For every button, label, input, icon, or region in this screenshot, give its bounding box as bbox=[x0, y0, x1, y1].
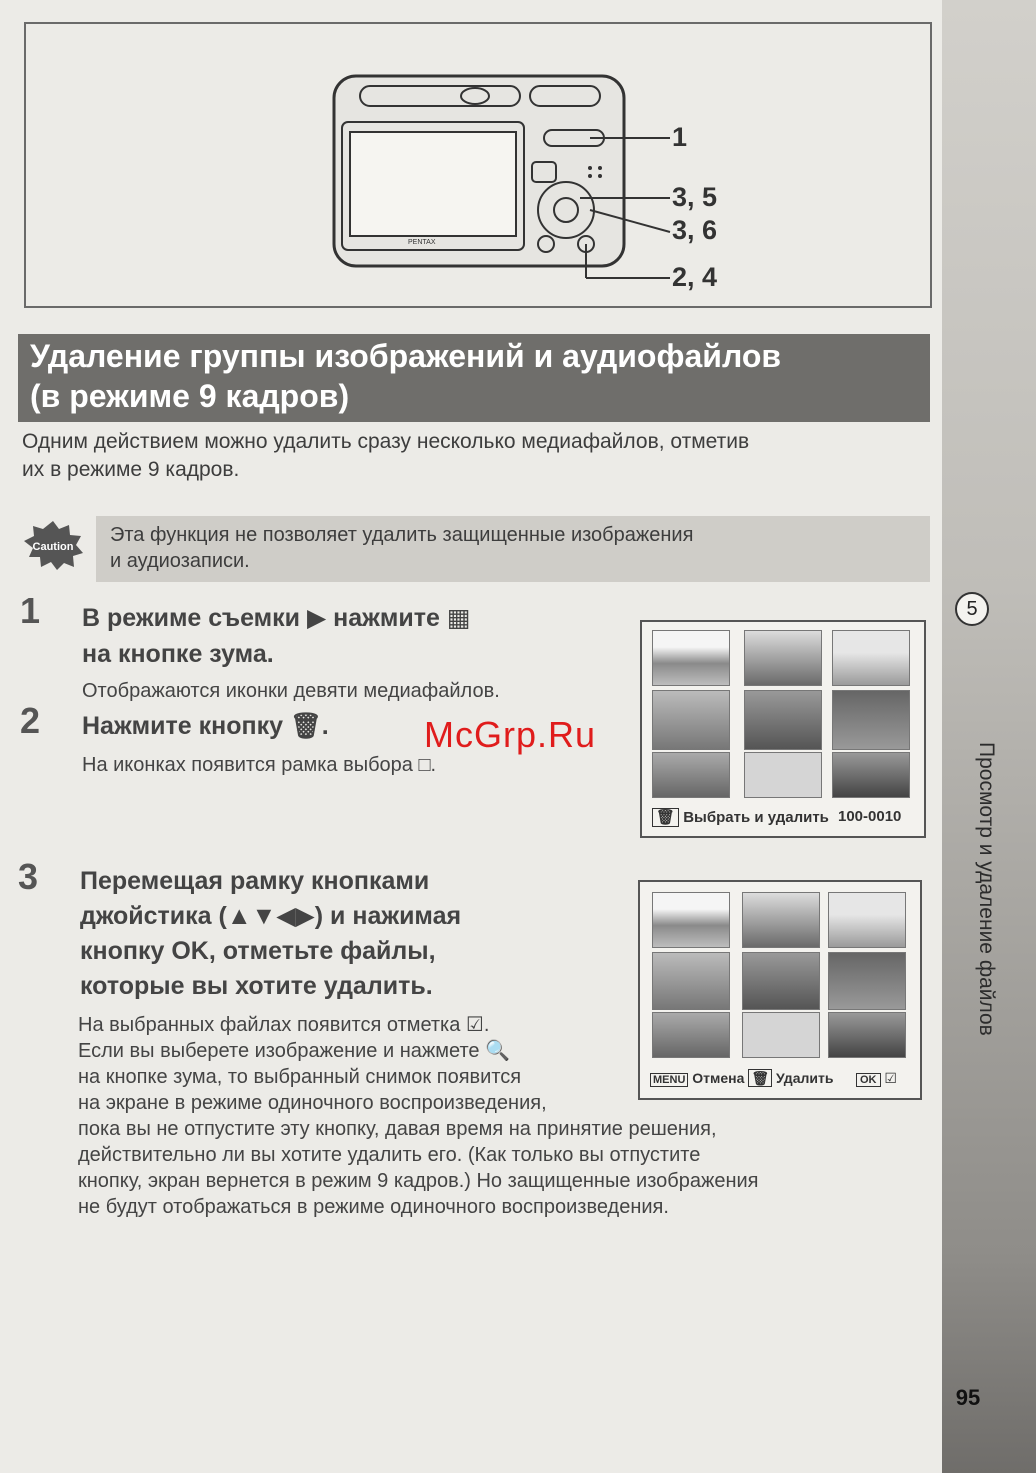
step-3-number: 3 bbox=[18, 856, 39, 897]
section-title bbox=[30, 336, 910, 416]
camera-brand: PENTAX bbox=[408, 239, 436, 246]
callout-1: 1 bbox=[672, 122, 688, 152]
step-1-title: В режиме съемки ▶ нажмите ▦ на кнопке зума. bbox=[82, 604, 471, 668]
thumbnail bbox=[652, 630, 730, 686]
chapter-number: 5 bbox=[955, 592, 989, 626]
lcd-screen-nine-frame bbox=[640, 620, 926, 838]
step-3-title: Перемещая рамку кнопками джойстика (▲▼◀▶) и нажимая кнопку OK, отметьте файлы, которые вы хотите удалить. bbox=[80, 867, 462, 1000]
intro-line1: Одним действием можно удалить сразу несколько медиафайлов, отметив bbox=[22, 430, 750, 453]
lcd-screen-select bbox=[638, 880, 922, 1100]
step-2-text: На иконках появится рамка выбора □. bbox=[82, 754, 437, 776]
thumbnail bbox=[744, 752, 822, 798]
intro-line2: их в режиме 9 кадров. bbox=[22, 458, 240, 481]
menu-key: MENU bbox=[650, 1073, 688, 1087]
thumbnail bbox=[832, 752, 910, 798]
thumbnail-checked bbox=[742, 892, 820, 948]
callout-lines bbox=[560, 120, 675, 290]
thumbnail bbox=[828, 952, 906, 1010]
caution-line2: и аудиозаписи. bbox=[110, 550, 250, 572]
thumbnail bbox=[744, 690, 822, 750]
caution-line1: Эта функция не позволяет удалить защищенные изображения bbox=[110, 524, 694, 546]
watermark: McGrp.Ru bbox=[424, 714, 597, 755]
thumbnail bbox=[744, 630, 822, 686]
step-3-text: На выбранных файлах появится отметка ☑. Если вы выберете изображение и нажмете 🔍 на кнопке зума, то выбранный снимок появится на экране в режиме одиночного воспроизведения, пока вы не отпустите эту кнопку, давая время на принятие решения, действительно ли вы хотите удалить его. (Как только вы отпустите кнопку, экран вернется в режим 9 кадров.) Но защищенные изображения не будут отображаться в режиме одиночного воспроизведения. bbox=[78, 1014, 759, 1218]
file-number: 100-0010 bbox=[838, 808, 902, 825]
caution-icon bbox=[22, 520, 84, 570]
thumbnail bbox=[652, 952, 730, 1010]
ok-key: OK bbox=[856, 1073, 881, 1087]
thumbnail bbox=[652, 690, 730, 750]
step-1-text: Отображаются иконки девяти медиафайлов. bbox=[82, 680, 500, 702]
caution-text bbox=[110, 522, 910, 574]
thumbnail-checked bbox=[652, 892, 730, 948]
callout-3-6: 3, 6 bbox=[672, 215, 718, 245]
thumbnail bbox=[652, 1012, 730, 1058]
select-delete-label: Выбрать и удалить bbox=[683, 809, 829, 826]
callout-2-4: 2, 4 bbox=[672, 262, 718, 292]
svg-text:Caution: Caution bbox=[32, 541, 74, 553]
thumbnail bbox=[832, 690, 910, 750]
section-title-line2: (в режиме 9 кадров) bbox=[30, 378, 350, 414]
section-title-line1: Удаление группы изображений и аудиофайлов bbox=[30, 338, 782, 374]
cancel-label: Отмена bbox=[692, 1070, 745, 1086]
callout-3-5: 3, 5 bbox=[672, 182, 718, 212]
thumbnail bbox=[742, 1012, 820, 1058]
thumbnail-protected bbox=[828, 892, 906, 948]
thumbnail-checked bbox=[742, 952, 820, 1010]
page-number: 95 bbox=[955, 1385, 981, 1410]
thumbnail bbox=[832, 630, 910, 686]
trash-icon: 🗑 bbox=[652, 808, 679, 827]
side-tab bbox=[942, 0, 1036, 1473]
intro-paragraph bbox=[22, 428, 927, 484]
trash-icon: 🗑 bbox=[748, 1069, 772, 1087]
delete-label: Удалить bbox=[775, 1070, 834, 1086]
thumbnail bbox=[652, 752, 730, 798]
chapter-title: Просмотр и удаление файлов bbox=[975, 742, 998, 1036]
step-2-title: Нажмите кнопку 🗑. bbox=[82, 712, 329, 740]
step-2-number: 2 bbox=[20, 700, 41, 741]
step-1-number: 1 bbox=[20, 590, 41, 631]
thumbnail bbox=[828, 1012, 906, 1058]
check-icon: ☑ bbox=[884, 1070, 897, 1086]
